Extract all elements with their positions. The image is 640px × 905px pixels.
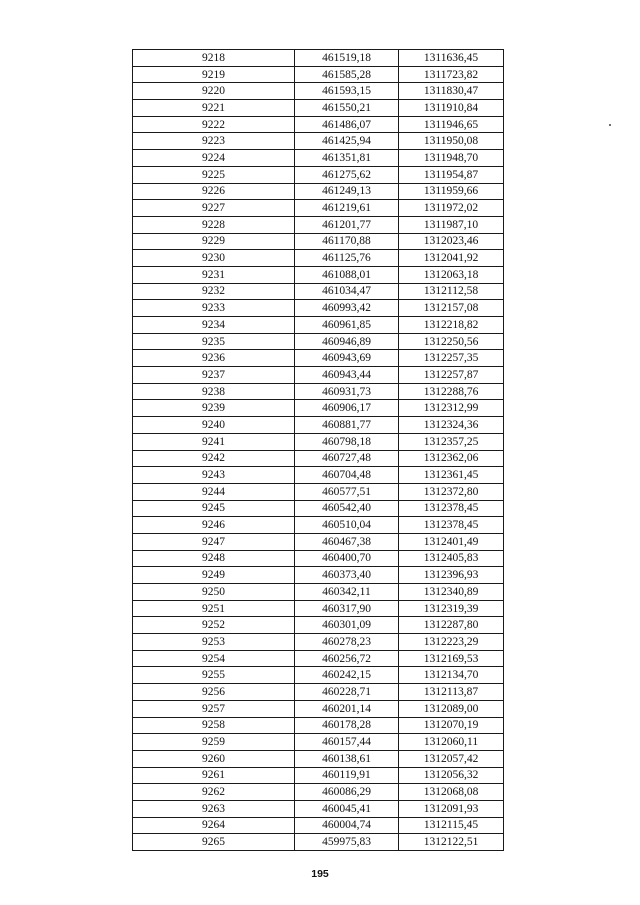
point-number-cell: 9258: [133, 717, 295, 734]
point-number-cell: 9265: [133, 834, 295, 851]
y-coordinate-cell: 1312056,32: [399, 767, 504, 784]
table-row: [133, 216, 504, 233]
x-coordinate-cell: 461249,13: [295, 183, 399, 200]
y-coordinate-cell: 1312340,89: [399, 584, 504, 601]
table-row: [133, 383, 504, 400]
table-row: [133, 150, 504, 167]
x-coordinate-cell: 461034,47: [295, 283, 399, 300]
point-number-cell: 9220: [133, 83, 295, 100]
x-coordinate-cell: 459975,83: [295, 834, 399, 851]
point-number-cell: 9227: [133, 200, 295, 217]
table-row: [133, 634, 504, 651]
y-coordinate-cell: 1312319,39: [399, 600, 504, 617]
x-coordinate-cell: 460278,23: [295, 634, 399, 651]
point-number-cell: 9222: [133, 116, 295, 133]
table-row: [133, 183, 504, 200]
y-coordinate-cell: 1312113,87: [399, 684, 504, 701]
table-row: [133, 283, 504, 300]
table-row: [133, 600, 504, 617]
x-coordinate-cell: 460881,77: [295, 417, 399, 434]
x-coordinate-cell: 460943,44: [295, 367, 399, 384]
x-coordinate-cell: 460045,41: [295, 800, 399, 817]
point-number-cell: 9256: [133, 684, 295, 701]
y-coordinate-cell: 1312070,19: [399, 717, 504, 734]
x-coordinate-cell: 460961,85: [295, 317, 399, 334]
y-coordinate-cell: 1312357,25: [399, 433, 504, 450]
table-row: [133, 66, 504, 83]
x-coordinate-cell: 461275,62: [295, 166, 399, 183]
y-coordinate-cell: 1311910,84: [399, 100, 504, 117]
table-row: [133, 717, 504, 734]
point-number-cell: 9237: [133, 367, 295, 384]
table-row: [133, 767, 504, 784]
y-coordinate-cell: 1311830,47: [399, 83, 504, 100]
y-coordinate-cell: 1312122,51: [399, 834, 504, 851]
y-coordinate-cell: 1311948,70: [399, 150, 504, 167]
table-row: [133, 367, 504, 384]
point-number-cell: 9254: [133, 650, 295, 667]
table-row: [133, 300, 504, 317]
point-number-cell: 9240: [133, 417, 295, 434]
point-number-cell: 9233: [133, 300, 295, 317]
x-coordinate-cell: 460242,15: [295, 667, 399, 684]
table-row: [133, 250, 504, 267]
y-coordinate-cell: 1312041,92: [399, 250, 504, 267]
point-number-cell: 9218: [133, 50, 295, 67]
y-coordinate-cell: 1311636,45: [399, 50, 504, 67]
point-number-cell: 9221: [133, 100, 295, 117]
coordinates-table-body: [133, 50, 504, 851]
point-number-cell: 9241: [133, 433, 295, 450]
table-row: [133, 133, 504, 150]
x-coordinate-cell: 460086,29: [295, 784, 399, 801]
y-coordinate-cell: 1312091,93: [399, 800, 504, 817]
point-number-cell: 9249: [133, 567, 295, 584]
table-row: [133, 83, 504, 100]
table-row: [133, 100, 504, 117]
y-coordinate-cell: 1312288,76: [399, 383, 504, 400]
y-coordinate-cell: 1312324,36: [399, 417, 504, 434]
x-coordinate-cell: 461593,15: [295, 83, 399, 100]
point-number-cell: 9257: [133, 700, 295, 717]
point-number-cell: 9229: [133, 233, 295, 250]
table-row: [133, 684, 504, 701]
y-coordinate-cell: 1312396,93: [399, 567, 504, 584]
x-coordinate-cell: 461219,61: [295, 200, 399, 217]
table-row: [133, 817, 504, 834]
coordinates-table: [132, 49, 504, 851]
table-row: [133, 533, 504, 550]
x-coordinate-cell: 460373,40: [295, 567, 399, 584]
x-coordinate-cell: 460946,89: [295, 333, 399, 350]
x-coordinate-cell: 461088,01: [295, 266, 399, 283]
x-coordinate-cell: 461585,28: [295, 66, 399, 83]
y-coordinate-cell: 1311987,10: [399, 216, 504, 233]
y-coordinate-cell: 1312361,45: [399, 467, 504, 484]
x-coordinate-cell: 460931,73: [295, 383, 399, 400]
page-number: 195: [311, 868, 329, 880]
y-coordinate-cell: 1312134,70: [399, 667, 504, 684]
y-coordinate-cell: 1312378,45: [399, 517, 504, 534]
x-coordinate-cell: 460301,09: [295, 617, 399, 634]
x-coordinate-cell: 460798,18: [295, 433, 399, 450]
point-number-cell: 9232: [133, 283, 295, 300]
y-coordinate-cell: 1312362,06: [399, 450, 504, 467]
table-row: [133, 266, 504, 283]
table-row: [133, 450, 504, 467]
y-coordinate-cell: 1312115,45: [399, 817, 504, 834]
table-row: [133, 800, 504, 817]
point-number-cell: 9263: [133, 800, 295, 817]
x-coordinate-cell: 461170,88: [295, 233, 399, 250]
x-coordinate-cell: 460228,71: [295, 684, 399, 701]
point-number-cell: 9225: [133, 166, 295, 183]
y-coordinate-cell: 1312250,56: [399, 333, 504, 350]
x-coordinate-cell: 460157,44: [295, 734, 399, 751]
table-row: [133, 467, 504, 484]
table-row: [133, 567, 504, 584]
point-number-cell: 9219: [133, 66, 295, 83]
table-row: [133, 700, 504, 717]
point-number-cell: 9260: [133, 750, 295, 767]
point-number-cell: 9226: [133, 183, 295, 200]
x-coordinate-cell: 461425,94: [295, 133, 399, 150]
point-number-cell: 9250: [133, 584, 295, 601]
y-coordinate-cell: 1311972,02: [399, 200, 504, 217]
x-coordinate-cell: 460704,48: [295, 467, 399, 484]
y-coordinate-cell: 1312023,46: [399, 233, 504, 250]
table-row: [133, 116, 504, 133]
point-number-cell: 9244: [133, 483, 295, 500]
y-coordinate-cell: 1312287,80: [399, 617, 504, 634]
x-coordinate-cell: 461125,76: [295, 250, 399, 267]
x-coordinate-cell: 460577,51: [295, 483, 399, 500]
point-number-cell: 9239: [133, 400, 295, 417]
table-row: [133, 417, 504, 434]
table-row: [133, 584, 504, 601]
x-coordinate-cell: 460727,48: [295, 450, 399, 467]
point-number-cell: 9252: [133, 617, 295, 634]
x-coordinate-cell: 460256,72: [295, 650, 399, 667]
y-coordinate-cell: 1312405,83: [399, 550, 504, 567]
point-number-cell: 9261: [133, 767, 295, 784]
y-coordinate-cell: 1312257,87: [399, 367, 504, 384]
point-number-cell: 9248: [133, 550, 295, 567]
table-row: [133, 483, 504, 500]
table-row: [133, 667, 504, 684]
x-coordinate-cell: 460400,70: [295, 550, 399, 567]
x-coordinate-cell: 460342,11: [295, 584, 399, 601]
x-coordinate-cell: 460467,38: [295, 533, 399, 550]
x-coordinate-cell: 461486,07: [295, 116, 399, 133]
point-number-cell: 9224: [133, 150, 295, 167]
y-coordinate-cell: 1312257,35: [399, 350, 504, 367]
table-row: [133, 550, 504, 567]
table-row: [133, 166, 504, 183]
point-number-cell: 9245: [133, 500, 295, 517]
point-number-cell: 9234: [133, 317, 295, 334]
table-row: [133, 317, 504, 334]
y-coordinate-cell: 1312063,18: [399, 266, 504, 283]
table-row: [133, 433, 504, 450]
y-coordinate-cell: 1311946,65: [399, 116, 504, 133]
point-number-cell: 9259: [133, 734, 295, 751]
y-coordinate-cell: 1312057,42: [399, 750, 504, 767]
y-coordinate-cell: 1311959,66: [399, 183, 504, 200]
x-coordinate-cell: 460542,40: [295, 500, 399, 517]
x-coordinate-cell: 460138,61: [295, 750, 399, 767]
point-number-cell: 9255: [133, 667, 295, 684]
point-number-cell: 9251: [133, 600, 295, 617]
point-number-cell: 9223: [133, 133, 295, 150]
y-coordinate-cell: 1312401,49: [399, 533, 504, 550]
table-row: [133, 500, 504, 517]
y-coordinate-cell: 1312157,08: [399, 300, 504, 317]
y-coordinate-cell: 1312112,58: [399, 283, 504, 300]
x-coordinate-cell: 460317,90: [295, 600, 399, 617]
point-number-cell: 9235: [133, 333, 295, 350]
point-number-cell: 9247: [133, 533, 295, 550]
x-coordinate-cell: 460004,74: [295, 817, 399, 834]
point-number-cell: 9262: [133, 784, 295, 801]
y-coordinate-cell: 1312378,45: [399, 500, 504, 517]
table-row: [133, 750, 504, 767]
point-number-cell: 9246: [133, 517, 295, 534]
point-number-cell: 9243: [133, 467, 295, 484]
table-row: [133, 400, 504, 417]
y-coordinate-cell: 1312223,29: [399, 634, 504, 651]
y-coordinate-cell: 1312169,53: [399, 650, 504, 667]
table-row: [133, 650, 504, 667]
scan-speck: [609, 124, 611, 126]
x-coordinate-cell: 460201,14: [295, 700, 399, 717]
x-coordinate-cell: 460178,28: [295, 717, 399, 734]
x-coordinate-cell: 460119,91: [295, 767, 399, 784]
y-coordinate-cell: 1312372,80: [399, 483, 504, 500]
x-coordinate-cell: 461201,77: [295, 216, 399, 233]
x-coordinate-cell: 460906,17: [295, 400, 399, 417]
point-number-cell: 9230: [133, 250, 295, 267]
point-number-cell: 9253: [133, 634, 295, 651]
y-coordinate-cell: 1312068,08: [399, 784, 504, 801]
y-coordinate-cell: 1312218,82: [399, 317, 504, 334]
y-coordinate-cell: 1311723,82: [399, 66, 504, 83]
table-row: [133, 617, 504, 634]
x-coordinate-cell: 461550,21: [295, 100, 399, 117]
table-row: [133, 333, 504, 350]
point-number-cell: 9228: [133, 216, 295, 233]
table-row: [133, 50, 504, 67]
x-coordinate-cell: 461519,18: [295, 50, 399, 67]
y-coordinate-cell: 1311954,87: [399, 166, 504, 183]
table-row: [133, 834, 504, 851]
point-number-cell: 9236: [133, 350, 295, 367]
table-row: [133, 233, 504, 250]
table-row: [133, 784, 504, 801]
table-row: [133, 734, 504, 751]
table-row: [133, 517, 504, 534]
point-number-cell: 9238: [133, 383, 295, 400]
y-coordinate-cell: 1311950,08: [399, 133, 504, 150]
point-number-cell: 9231: [133, 266, 295, 283]
y-coordinate-cell: 1312060,11: [399, 734, 504, 751]
x-coordinate-cell: 460993,42: [295, 300, 399, 317]
x-coordinate-cell: 461351,81: [295, 150, 399, 167]
point-number-cell: 9242: [133, 450, 295, 467]
y-coordinate-cell: 1312089,00: [399, 700, 504, 717]
point-number-cell: 9264: [133, 817, 295, 834]
table-row: [133, 200, 504, 217]
x-coordinate-cell: 460510,04: [295, 517, 399, 534]
table-row: [133, 350, 504, 367]
y-coordinate-cell: 1312312,99: [399, 400, 504, 417]
x-coordinate-cell: 460943,69: [295, 350, 399, 367]
